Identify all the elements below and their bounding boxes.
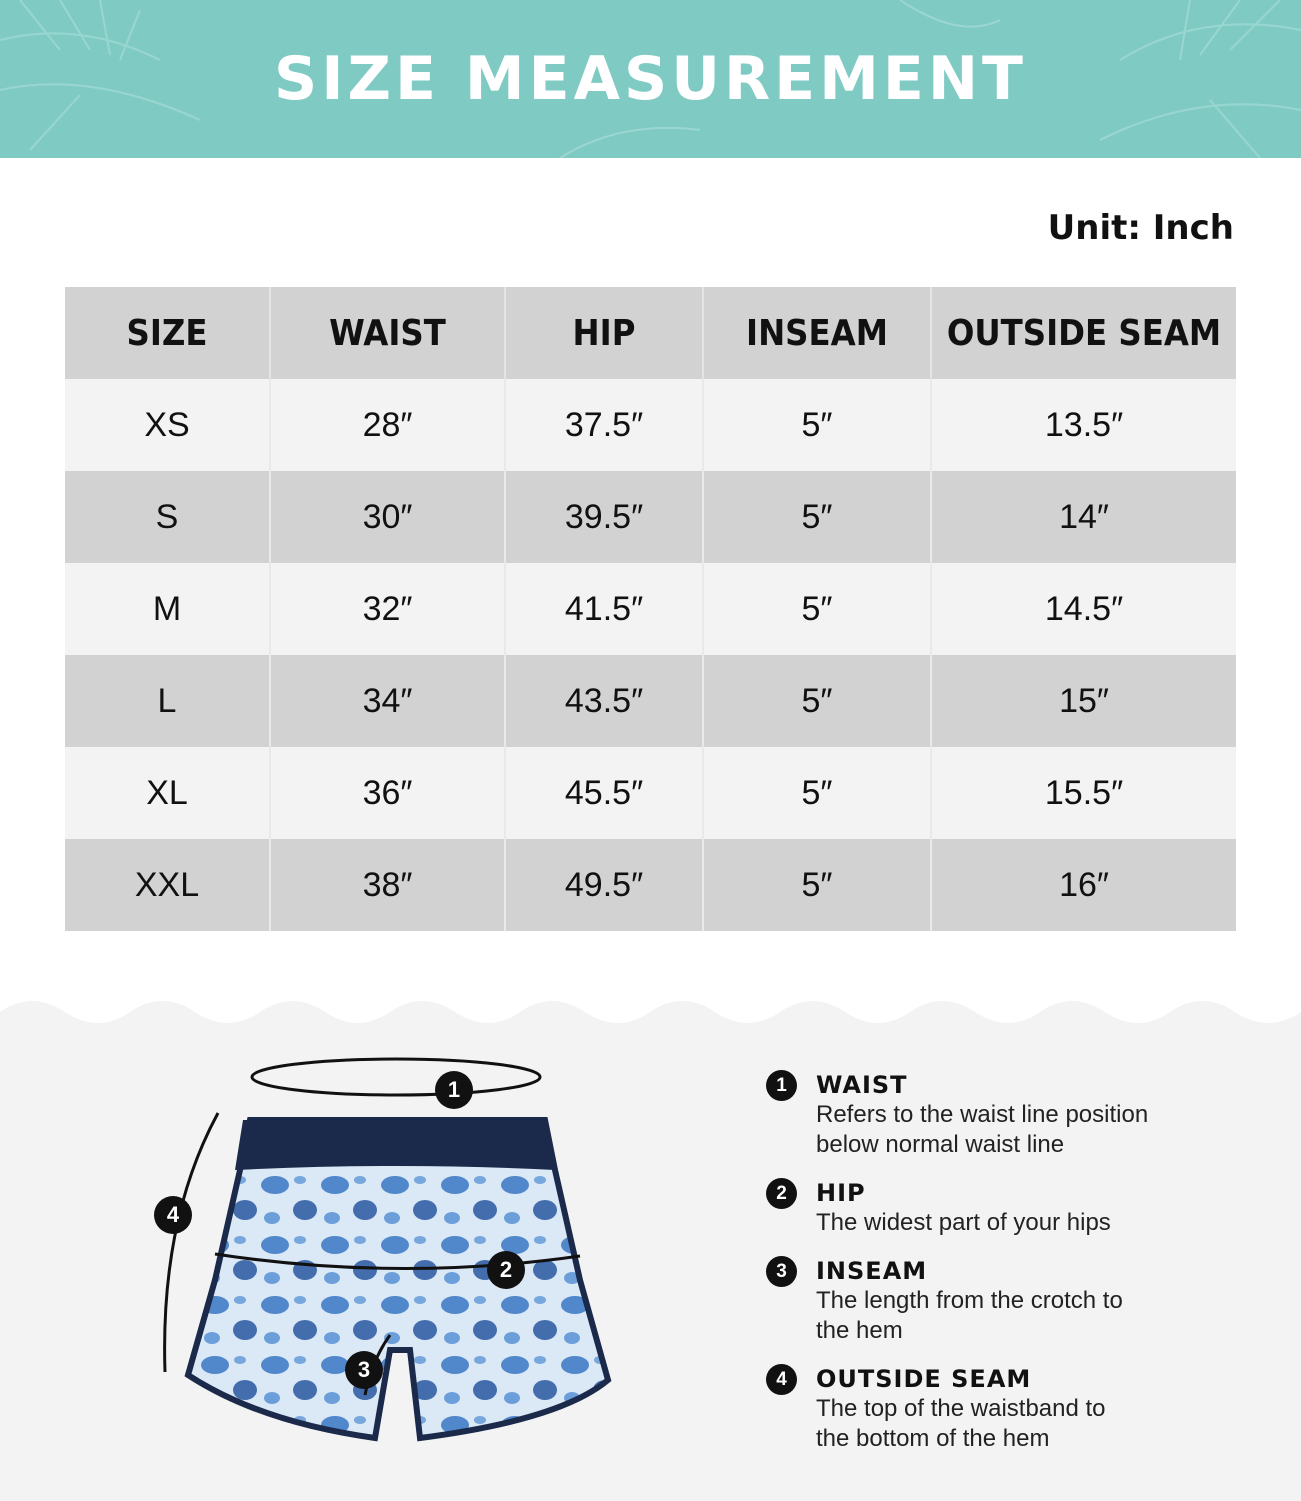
legend-title: OUTSIDE SEAM: [816, 1365, 1032, 1393]
legend-item-waist: [766, 1070, 1246, 1160]
header-size: SIZE: [65, 287, 270, 379]
table-row: [65, 655, 1236, 747]
cell-inseam: 5″: [703, 563, 931, 655]
legend-title: INSEAM: [816, 1257, 928, 1285]
number-badge: 3: [766, 1256, 797, 1287]
number-badge: 1: [766, 1070, 797, 1101]
header-inseam: INSEAM: [703, 287, 931, 379]
header-waist: WAIST: [270, 287, 505, 379]
cell-outside-seam: 14″: [931, 471, 1236, 563]
table-row: [65, 839, 1236, 931]
table-header-row: [65, 287, 1236, 379]
cell-hip: 41.5″: [505, 563, 703, 655]
cell-waist: 32″: [270, 563, 505, 655]
legend-desc-line: below normal waist line: [816, 1131, 1065, 1158]
legend-desc-line: the hem: [816, 1317, 903, 1344]
cell-waist: 28″: [270, 379, 505, 471]
marker-outside-seam: 4: [154, 1196, 192, 1234]
legend-desc-line: the bottom of the hem: [816, 1425, 1050, 1452]
legend-desc-line: Refers to the waist line position: [816, 1101, 1149, 1128]
cell-hip: 39.5″: [505, 471, 703, 563]
cell-size: XS: [65, 379, 270, 471]
size-chart-table: [65, 287, 1236, 931]
table-row: [65, 379, 1236, 471]
marker-hip: 2: [487, 1251, 525, 1289]
legend-item-hip: [766, 1178, 1246, 1238]
cell-waist: 34″: [270, 655, 505, 747]
legend-item-inseam: [766, 1256, 1246, 1346]
page-title: SIZE MEASUREMENT: [273, 44, 1027, 114]
header-hip: HIP: [505, 287, 703, 379]
header-outside-seam: OUTSIDE SEAM: [931, 287, 1236, 379]
table-row: [65, 563, 1236, 655]
cell-outside-seam: 14.5″: [931, 563, 1236, 655]
shorts-diagram: [140, 1050, 620, 1450]
marker-inseam: 3: [345, 1351, 383, 1389]
legend-desc-line: The widest part of your hips: [816, 1209, 1111, 1236]
cell-inseam: 5″: [703, 379, 931, 471]
table-row: [65, 471, 1236, 563]
cell-waist: 36″: [270, 747, 505, 839]
cell-size: L: [65, 655, 270, 747]
legend-title: WAIST: [816, 1071, 908, 1099]
measurement-legend: [766, 1070, 1246, 1472]
cell-inseam: 5″: [703, 839, 931, 931]
cell-inseam: 5″: [703, 471, 931, 563]
cell-inseam: 5″: [703, 655, 931, 747]
cell-size: S: [65, 471, 270, 563]
cell-inseam: 5″: [703, 747, 931, 839]
legend-desc-line: The length from the crotch to: [816, 1287, 1123, 1314]
number-badge: 2: [766, 1178, 797, 1209]
cell-outside-seam: 16″: [931, 839, 1236, 931]
cell-hip: 37.5″: [505, 379, 703, 471]
cell-outside-seam: 13.5″: [931, 379, 1236, 471]
cell-outside-seam: 15.5″: [931, 747, 1236, 839]
cell-size: XXL: [65, 839, 270, 931]
cell-waist: 38″: [270, 839, 505, 931]
cell-waist: 30″: [270, 471, 505, 563]
unit-label: Unit: Inch: [1047, 208, 1234, 248]
legend-item-outside-seam: [766, 1364, 1246, 1454]
cell-size: XL: [65, 747, 270, 839]
cell-hip: 49.5″: [505, 839, 703, 931]
cell-hip: 43.5″: [505, 655, 703, 747]
number-badge: 4: [766, 1364, 797, 1395]
table-row: [65, 747, 1236, 839]
cell-hip: 45.5″: [505, 747, 703, 839]
cell-outside-seam: 15″: [931, 655, 1236, 747]
legend-title: HIP: [816, 1179, 866, 1207]
header-banner: [0, 0, 1301, 158]
cell-size: M: [65, 563, 270, 655]
legend-desc-line: The top of the waistband to: [816, 1395, 1106, 1422]
shorts-illustration: [140, 1050, 620, 1450]
marker-waist: 1: [435, 1071, 473, 1109]
